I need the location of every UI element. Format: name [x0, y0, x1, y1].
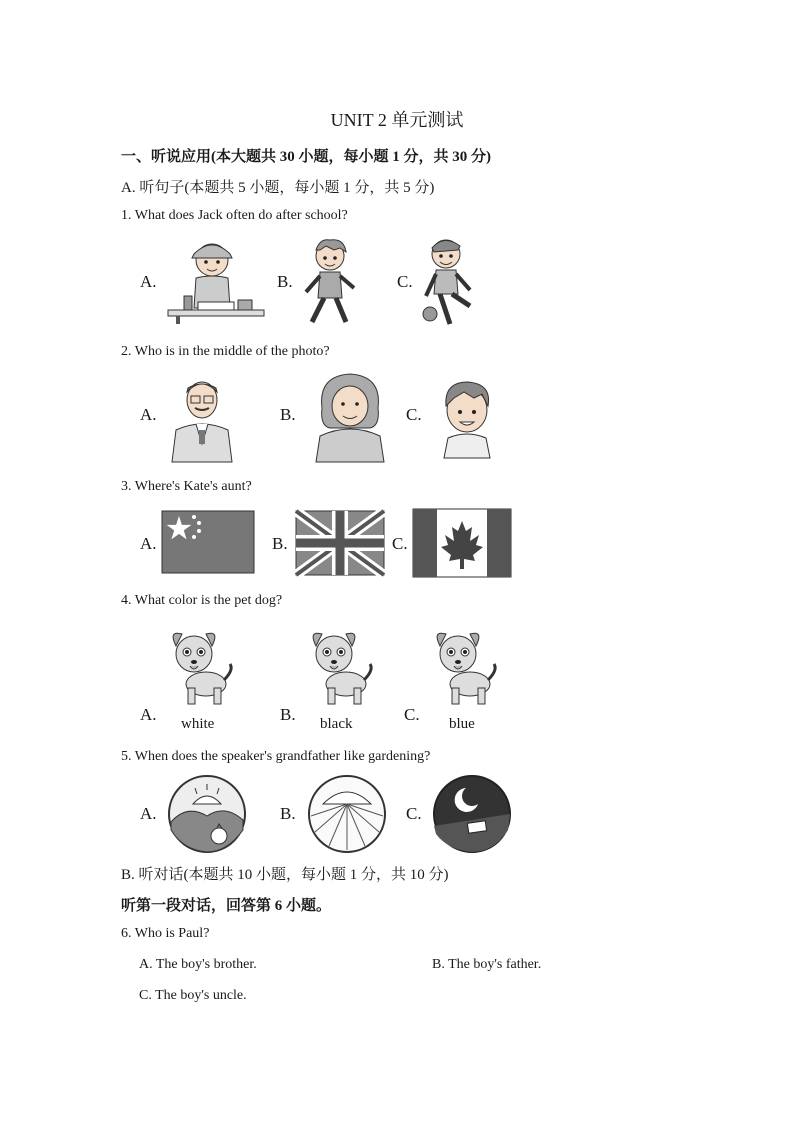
- dog-icon: [430, 626, 498, 708]
- question-2: 2. Who is in the middle of the photo?: [121, 344, 330, 359]
- q2-option-c-label: C.: [406, 405, 422, 424]
- q3-option-b-label: B.: [272, 534, 288, 553]
- q4-option-b-label: B.: [280, 705, 296, 724]
- q3-option-c-label: C.: [392, 534, 408, 553]
- boy-studying-icon: [168, 238, 264, 326]
- q4-caption-c: blue: [449, 716, 475, 732]
- sunrise-icon: [167, 774, 247, 854]
- question-6: 6. Who is Paul?: [121, 926, 210, 941]
- moon-night-icon: [432, 774, 512, 854]
- dog-icon: [166, 626, 234, 708]
- q5-option-a-label: A.: [140, 804, 157, 823]
- q1-option-c-label: C.: [397, 272, 413, 291]
- q1-option-b-label: B.: [277, 272, 293, 291]
- q6-option-b: B. The boy's father.: [432, 957, 542, 972]
- canada-flag-icon: [413, 509, 511, 577]
- grandfather-icon: [168, 374, 236, 462]
- q4-caption-a: white: [181, 716, 215, 732]
- part-a-heading: A. 听句子(本题共 5 小题，每小题 1 分，共 5 分): [121, 180, 435, 196]
- boy-basketball-icon: [420, 234, 476, 330]
- question-5: 5. When does the speaker's grandfather like gardening?: [121, 749, 431, 764]
- young-boy-icon: [438, 378, 496, 458]
- uk-flag-icon: [296, 511, 384, 575]
- q4-caption-b: black: [320, 716, 353, 732]
- dog-icon: [306, 626, 374, 708]
- q1-option-a-label: A.: [140, 272, 157, 291]
- q2-option-a-label: A.: [140, 405, 157, 424]
- boy-running-icon: [300, 236, 360, 330]
- dialog-instruction: 听第一段对话，回答第 6 小题。: [121, 898, 332, 914]
- china-flag-icon: [162, 511, 254, 573]
- q5-option-b-label: B.: [280, 804, 296, 823]
- q6-option-c: C. The boy's uncle.: [139, 988, 247, 1003]
- sun-icon: [307, 774, 387, 854]
- grandmother-icon: [314, 372, 386, 462]
- q4-option-c-label: C.: [404, 705, 420, 724]
- section-heading: 一、听说应用(本大题共 30 小题，每小题 1 分，共 30 分): [121, 149, 491, 165]
- page-title: UNIT 2 单元测试: [330, 110, 464, 130]
- question-1: 1. What does Jack often do after school?: [121, 208, 348, 223]
- q6-option-a: A. The boy's brother.: [139, 957, 257, 972]
- question-3: 3. Where's Kate's aunt?: [121, 479, 252, 494]
- part-b-heading: B. 听对话(本题共 10 小题，每小题 1 分，共 10 分): [121, 867, 449, 883]
- q4-option-a-label: A.: [140, 705, 157, 724]
- q5-option-c-label: C.: [406, 804, 422, 823]
- q2-option-b-label: B.: [280, 405, 296, 424]
- question-4: 4. What color is the pet dog?: [121, 593, 283, 608]
- q3-option-a-label: A.: [140, 534, 157, 553]
